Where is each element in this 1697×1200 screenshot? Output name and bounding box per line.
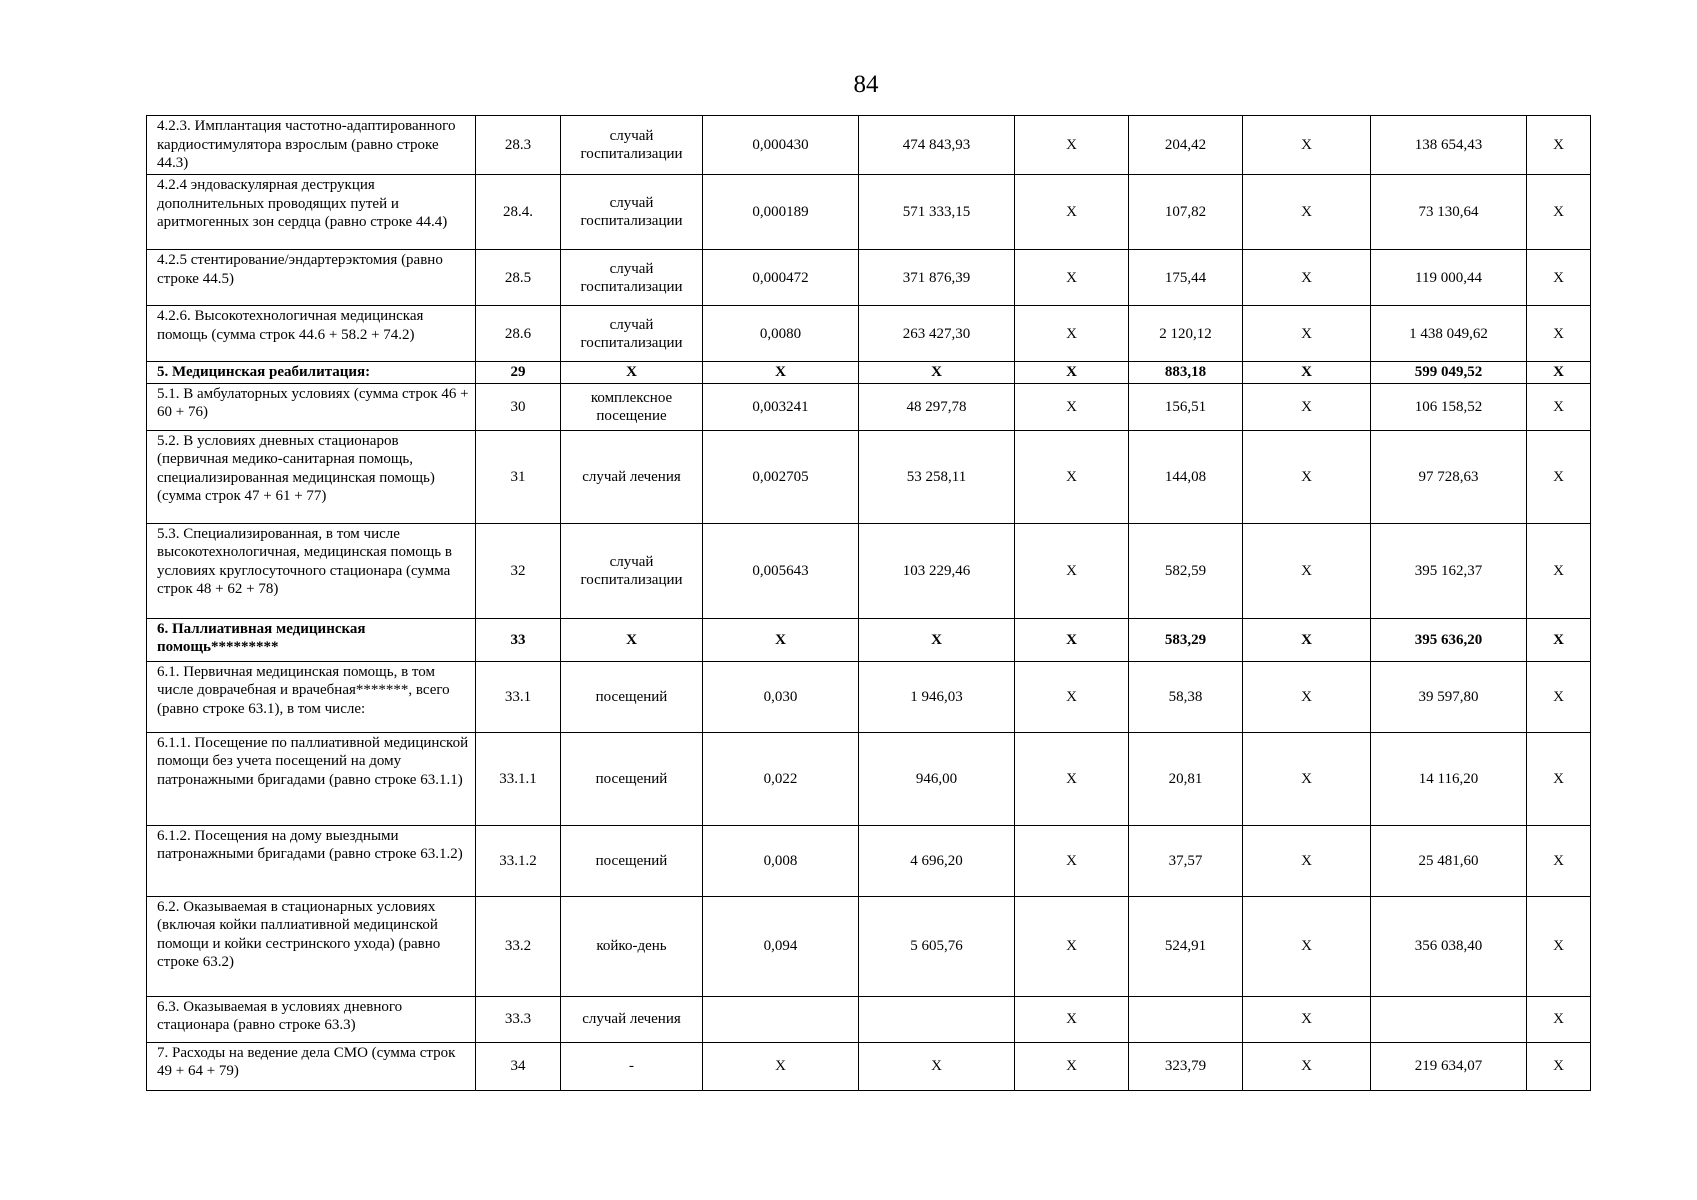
row-col6-cell: Х (1015, 732, 1129, 825)
row-unit-cell: случай лечения (561, 430, 703, 523)
row-name-cell: 7. Расходы на ведение дела СМО (сумма строк 49 + 64 + 79) (147, 1042, 476, 1090)
row-col8-cell: Х (1243, 362, 1371, 384)
row-cost-cell: 371 876,39 (859, 250, 1015, 306)
row-code-cell: 28.5 (476, 250, 561, 306)
row-cost-cell: 103 229,46 (859, 523, 1015, 618)
row-col6-cell: Х (1015, 1042, 1129, 1090)
row-col8-cell: Х (1243, 116, 1371, 175)
row-col6-cell: Х (1015, 383, 1129, 430)
row-col7-cell: 156,51 (1129, 383, 1243, 430)
row-code-cell: 33.1 (476, 661, 561, 732)
row-name-cell: 6.1.2. Посещения на дому выездными патронажными бригадами (равно строке 63.1.2) (147, 825, 476, 896)
row-name-cell: 4.2.6. Высокотехнологичная медицинская помощь (сумма строк 44.6 + 58.2 + 74.2) (147, 306, 476, 362)
row-col6-cell: Х (1015, 661, 1129, 732)
row-col6-cell: Х (1015, 996, 1129, 1042)
row-col6-cell: Х (1015, 618, 1129, 661)
row-col8-cell: Х (1243, 250, 1371, 306)
row-volume-cell: 0,003241 (703, 383, 859, 430)
row-volume-cell: 0,0080 (703, 306, 859, 362)
table-row (147, 732, 1591, 825)
row-col10-cell: Х (1527, 306, 1591, 362)
row-col8-cell: Х (1243, 996, 1371, 1042)
row-cost-cell: 474 843,93 (859, 116, 1015, 175)
row-col6-cell: Х (1015, 523, 1129, 618)
row-col9-cell: 1 438 049,62 (1371, 306, 1527, 362)
row-name-cell: 6.3. Оказываемая в условиях дневного стационара (равно строке 63.3) (147, 996, 476, 1042)
row-unit-cell: случай госпитализации (561, 250, 703, 306)
row-volume-cell: Х (703, 1042, 859, 1090)
row-unit-cell: посещений (561, 661, 703, 732)
row-code-cell: 28.6 (476, 306, 561, 362)
row-code-cell: 31 (476, 430, 561, 523)
row-col9-cell: 73 130,64 (1371, 175, 1527, 250)
row-col6-cell: Х (1015, 306, 1129, 362)
row-col10-cell: Х (1527, 1042, 1591, 1090)
table-row (147, 618, 1591, 661)
row-col9-cell: 39 597,80 (1371, 661, 1527, 732)
row-col6-cell: Х (1015, 896, 1129, 996)
row-cost-cell: 48 297,78 (859, 383, 1015, 430)
row-unit-cell: посещений (561, 732, 703, 825)
row-col8-cell: Х (1243, 1042, 1371, 1090)
row-col9-cell: 599 049,52 (1371, 362, 1527, 384)
row-col7-cell: 582,59 (1129, 523, 1243, 618)
table-row (147, 896, 1591, 996)
row-col9-cell: 97 728,63 (1371, 430, 1527, 523)
row-col8-cell: Х (1243, 896, 1371, 996)
row-code-cell: 34 (476, 1042, 561, 1090)
row-unit-cell: комплексное посещение (561, 383, 703, 430)
row-cost-cell: 1 946,03 (859, 661, 1015, 732)
row-cost-cell: Х (859, 362, 1015, 384)
row-col10-cell: Х (1527, 732, 1591, 825)
row-unit-cell: Х (561, 618, 703, 661)
row-cost-cell: 946,00 (859, 732, 1015, 825)
row-col10-cell: Х (1527, 618, 1591, 661)
row-col6-cell: Х (1015, 362, 1129, 384)
row-volume-cell: 0,022 (703, 732, 859, 825)
row-code-cell: 32 (476, 523, 561, 618)
row-code-cell: 33 (476, 618, 561, 661)
row-col7-cell: 2 120,12 (1129, 306, 1243, 362)
row-col9-cell: 395 636,20 (1371, 618, 1527, 661)
row-col8-cell: Х (1243, 306, 1371, 362)
row-col9-cell: 395 162,37 (1371, 523, 1527, 618)
row-code-cell: 33.2 (476, 896, 561, 996)
row-name-cell: 4.2.4 эндоваскулярная деструкция дополнительных проводящих путей и аритмогенных зон сердца (равно строке 44.4) (147, 175, 476, 250)
row-cost-cell: 263 427,30 (859, 306, 1015, 362)
row-col9-cell: 356 038,40 (1371, 896, 1527, 996)
row-volume-cell: 0,002705 (703, 430, 859, 523)
row-col7-cell: 58,38 (1129, 661, 1243, 732)
row-col10-cell: Х (1527, 250, 1591, 306)
row-col9-cell: 219 634,07 (1371, 1042, 1527, 1090)
row-cost-cell: Х (859, 1042, 1015, 1090)
table-row (147, 825, 1591, 896)
row-code-cell: 33.1.2 (476, 825, 561, 896)
row-cost-cell: Х (859, 618, 1015, 661)
row-code-cell: 28.4. (476, 175, 561, 250)
page-number: 84 (853, 71, 879, 98)
row-cost-cell: 53 258,11 (859, 430, 1015, 523)
row-col7-cell: 524,91 (1129, 896, 1243, 996)
row-col9-cell: 25 481,60 (1371, 825, 1527, 896)
row-name-cell: 5. Медицинская реабилитация: (147, 362, 476, 384)
row-name-cell: 6.1. Первичная медицинская помощь, в том числе доврачебная и врачебная*******, всего (равно строке 63.1), в том числе: (147, 661, 476, 732)
row-col7-cell: 107,82 (1129, 175, 1243, 250)
table-row (147, 306, 1591, 362)
row-col8-cell: Х (1243, 523, 1371, 618)
row-unit-cell: случай госпитализации (561, 116, 703, 175)
row-unit-cell: посещений (561, 825, 703, 896)
table-row (147, 1042, 1591, 1090)
row-code-cell: 33.3 (476, 996, 561, 1042)
row-col8-cell: Х (1243, 661, 1371, 732)
row-volume-cell: 0,094 (703, 896, 859, 996)
row-code-cell: 30 (476, 383, 561, 430)
row-col7-cell: 20,81 (1129, 732, 1243, 825)
row-unit-cell: Х (561, 362, 703, 384)
table-body (147, 116, 1591, 1091)
row-col7-cell: 204,42 (1129, 116, 1243, 175)
row-name-cell: 6.1.1. Посещение по паллиативной медицинской помощи без учета посещений на дому патронажными бригадами (равно строке 63.1.1) (147, 732, 476, 825)
row-col9-cell: 119 000,44 (1371, 250, 1527, 306)
row-name-cell: 4.2.3. Имплантация частотно-адаптированного кардиостимулятора взрослым (равно строке 44.3) (147, 116, 476, 175)
row-name-cell: 6. Паллиативная медицинская помощь********* (147, 618, 476, 661)
row-col6-cell: Х (1015, 430, 1129, 523)
table-row (147, 661, 1591, 732)
row-unit-cell: случай госпитализации (561, 175, 703, 250)
row-volume-cell: 0,000472 (703, 250, 859, 306)
row-col10-cell: Х (1527, 362, 1591, 384)
row-volume-cell: 0,008 (703, 825, 859, 896)
row-code-cell: 29 (476, 362, 561, 384)
row-volume-cell: 0,000189 (703, 175, 859, 250)
row-col9-cell: 14 116,20 (1371, 732, 1527, 825)
row-name-cell: 5.3. Специализированная, в том числе высокотехнологичная, медицинская помощь в условиях круглосуточного стационара (сумма строк 48 + 62 + 78) (147, 523, 476, 618)
table-row (147, 116, 1591, 175)
row-col10-cell: Х (1527, 430, 1591, 523)
row-col9-cell: 106 158,52 (1371, 383, 1527, 430)
row-volume-cell: 0,000430 (703, 116, 859, 175)
row-col6-cell: Х (1015, 116, 1129, 175)
row-col10-cell: Х (1527, 383, 1591, 430)
row-name-cell: 5.2. В условиях дневных стационаров (первичная медико-санитарная помощь, специализированная медицинская помощь) (сумма строк 47 + 61 + 77) (147, 430, 476, 523)
row-volume-cell: Х (703, 618, 859, 661)
row-cost-cell: 571 333,15 (859, 175, 1015, 250)
row-col10-cell: Х (1527, 175, 1591, 250)
row-cost-cell: 5 605,76 (859, 896, 1015, 996)
row-unit-cell: койко-день (561, 896, 703, 996)
row-unit-cell: - (561, 1042, 703, 1090)
row-cost-cell (859, 996, 1015, 1042)
row-col7-cell: 883,18 (1129, 362, 1243, 384)
row-unit-cell: случай госпитализации (561, 306, 703, 362)
row-name-cell: 6.2. Оказываемая в стационарных условиях (включая койки паллиативной медицинской помощи и койки сестринского ухода) (равно строке 63.2) (147, 896, 476, 996)
row-col10-cell: Х (1527, 116, 1591, 175)
row-volume-cell: 0,030 (703, 661, 859, 732)
row-code-cell: 33.1.1 (476, 732, 561, 825)
row-cost-cell: 4 696,20 (859, 825, 1015, 896)
row-col7-cell: 37,57 (1129, 825, 1243, 896)
row-col9-cell: 138 654,43 (1371, 116, 1527, 175)
row-col8-cell: Х (1243, 732, 1371, 825)
row-volume-cell (703, 996, 859, 1042)
row-unit-cell: случай лечения (561, 996, 703, 1042)
row-col8-cell: Х (1243, 430, 1371, 523)
row-col7-cell: 175,44 (1129, 250, 1243, 306)
row-col10-cell: Х (1527, 661, 1591, 732)
row-col6-cell: Х (1015, 250, 1129, 306)
table-row (147, 996, 1591, 1042)
row-col7-cell: 583,29 (1129, 618, 1243, 661)
table-row (147, 250, 1591, 306)
table-row (147, 383, 1591, 430)
program-cost-table (146, 115, 1591, 1091)
row-col7-cell: 144,08 (1129, 430, 1243, 523)
row-col10-cell: Х (1527, 896, 1591, 996)
table-row (147, 362, 1591, 384)
row-name-cell: 4.2.5 стентирование/эндартерэктомия (равно строке 44.5) (147, 250, 476, 306)
row-volume-cell: 0,005643 (703, 523, 859, 618)
row-col8-cell: Х (1243, 175, 1371, 250)
table-row (147, 523, 1591, 618)
row-name-cell: 5.1. В амбулаторных условиях (сумма строк 46 + 60 + 76) (147, 383, 476, 430)
row-col7-cell (1129, 996, 1243, 1042)
row-volume-cell: Х (703, 362, 859, 384)
table-row (147, 430, 1591, 523)
row-col10-cell: Х (1527, 825, 1591, 896)
table-row (147, 175, 1591, 250)
row-col10-cell: Х (1527, 523, 1591, 618)
row-col8-cell: Х (1243, 618, 1371, 661)
row-col6-cell: Х (1015, 825, 1129, 896)
row-unit-cell: случай госпитализации (561, 523, 703, 618)
row-code-cell: 28.3 (476, 116, 561, 175)
row-col6-cell: Х (1015, 175, 1129, 250)
row-col7-cell: 323,79 (1129, 1042, 1243, 1090)
row-col10-cell: Х (1527, 996, 1591, 1042)
row-col8-cell: Х (1243, 825, 1371, 896)
row-col9-cell (1371, 996, 1527, 1042)
row-col8-cell: Х (1243, 383, 1371, 430)
